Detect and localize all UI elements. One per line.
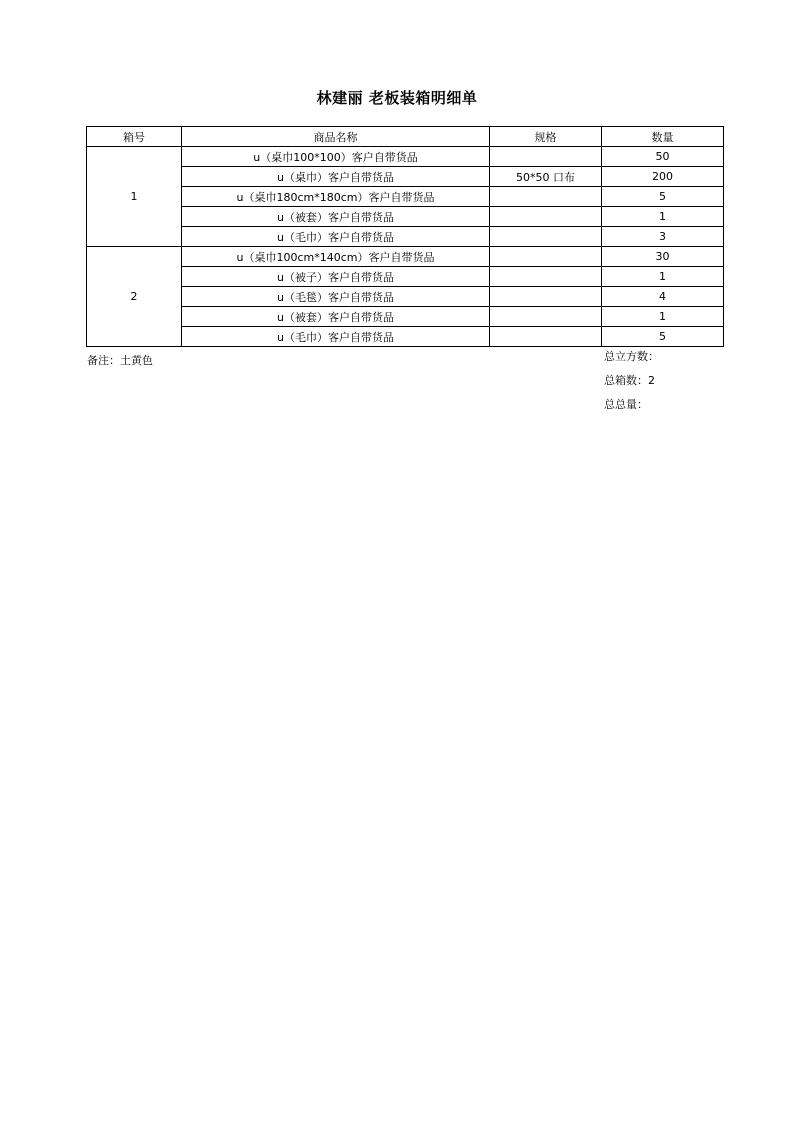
totals-summary — [604, 348, 659, 420]
quantity-cell: 30 — [602, 247, 724, 267]
table-row — [87, 227, 724, 247]
table-row — [87, 247, 724, 267]
header-spec: 规格 — [490, 127, 602, 147]
product-name-cell: u（桌巾100cm*140cm）客户自带货品 — [182, 247, 490, 267]
total-weight-label: 总总量： — [604, 398, 648, 411]
table-row — [87, 207, 724, 227]
table-row — [87, 307, 724, 327]
quantity-cell: 200 — [602, 167, 724, 187]
spec-cell — [490, 307, 602, 327]
packing-list-table — [86, 126, 724, 347]
spec-cell — [490, 147, 602, 167]
header-product-name: 商品名称 — [182, 127, 490, 147]
table-row — [87, 327, 724, 347]
table-row — [87, 287, 724, 307]
product-name-cell: u（桌巾）客户自带货品 — [182, 167, 490, 187]
spec-cell — [490, 227, 602, 247]
quantity-cell: 3 — [602, 227, 724, 247]
header-box-no: 箱号 — [87, 127, 182, 147]
table-row — [87, 167, 724, 187]
product-name-cell: u（被套）客户自带货品 — [182, 207, 490, 227]
total-box-count-label: 总箱数：2 — [604, 374, 655, 387]
quantity-cell: 5 — [602, 187, 724, 207]
box-number-cell: 2 — [87, 247, 182, 347]
spec-cell — [490, 207, 602, 227]
quantity-cell: 1 — [602, 307, 724, 327]
total-volume-label: 总立方数： — [604, 350, 659, 363]
product-name-cell: u（毛巾）客户自带货品 — [182, 227, 490, 247]
table-row — [87, 187, 724, 207]
spec-cell — [490, 247, 602, 267]
table-row — [87, 147, 724, 167]
spec-cell — [490, 287, 602, 307]
spec-cell — [490, 187, 602, 207]
quantity-cell: 1 — [602, 207, 724, 227]
remarks-note: 备注：土黄色 — [87, 354, 153, 367]
box-number-cell: 1 — [87, 147, 182, 247]
table-header-row — [87, 127, 724, 147]
quantity-cell: 1 — [602, 267, 724, 287]
product-name-cell: u（桌巾100*100）客户自带货品 — [182, 147, 490, 167]
spec-cell — [490, 327, 602, 347]
product-name-cell: u（被套）客户自带货品 — [182, 307, 490, 327]
product-name-cell: u（毛毯）客户自带货品 — [182, 287, 490, 307]
product-name-cell: u（被子）客户自带货品 — [182, 267, 490, 287]
quantity-cell: 50 — [602, 147, 724, 167]
spec-cell — [490, 267, 602, 287]
page-title: 林建丽 老板装箱明细单 — [316, 89, 478, 107]
table-row — [87, 267, 724, 287]
spec-cell: 50*50 口布 — [490, 167, 602, 187]
product-name-cell: u（桌巾180cm*180cm）客户自带货品 — [182, 187, 490, 207]
product-name-cell: u（毛巾）客户自带货品 — [182, 327, 490, 347]
quantity-cell: 5 — [602, 327, 724, 347]
quantity-cell: 4 — [602, 287, 724, 307]
header-quantity: 数量 — [602, 127, 724, 147]
